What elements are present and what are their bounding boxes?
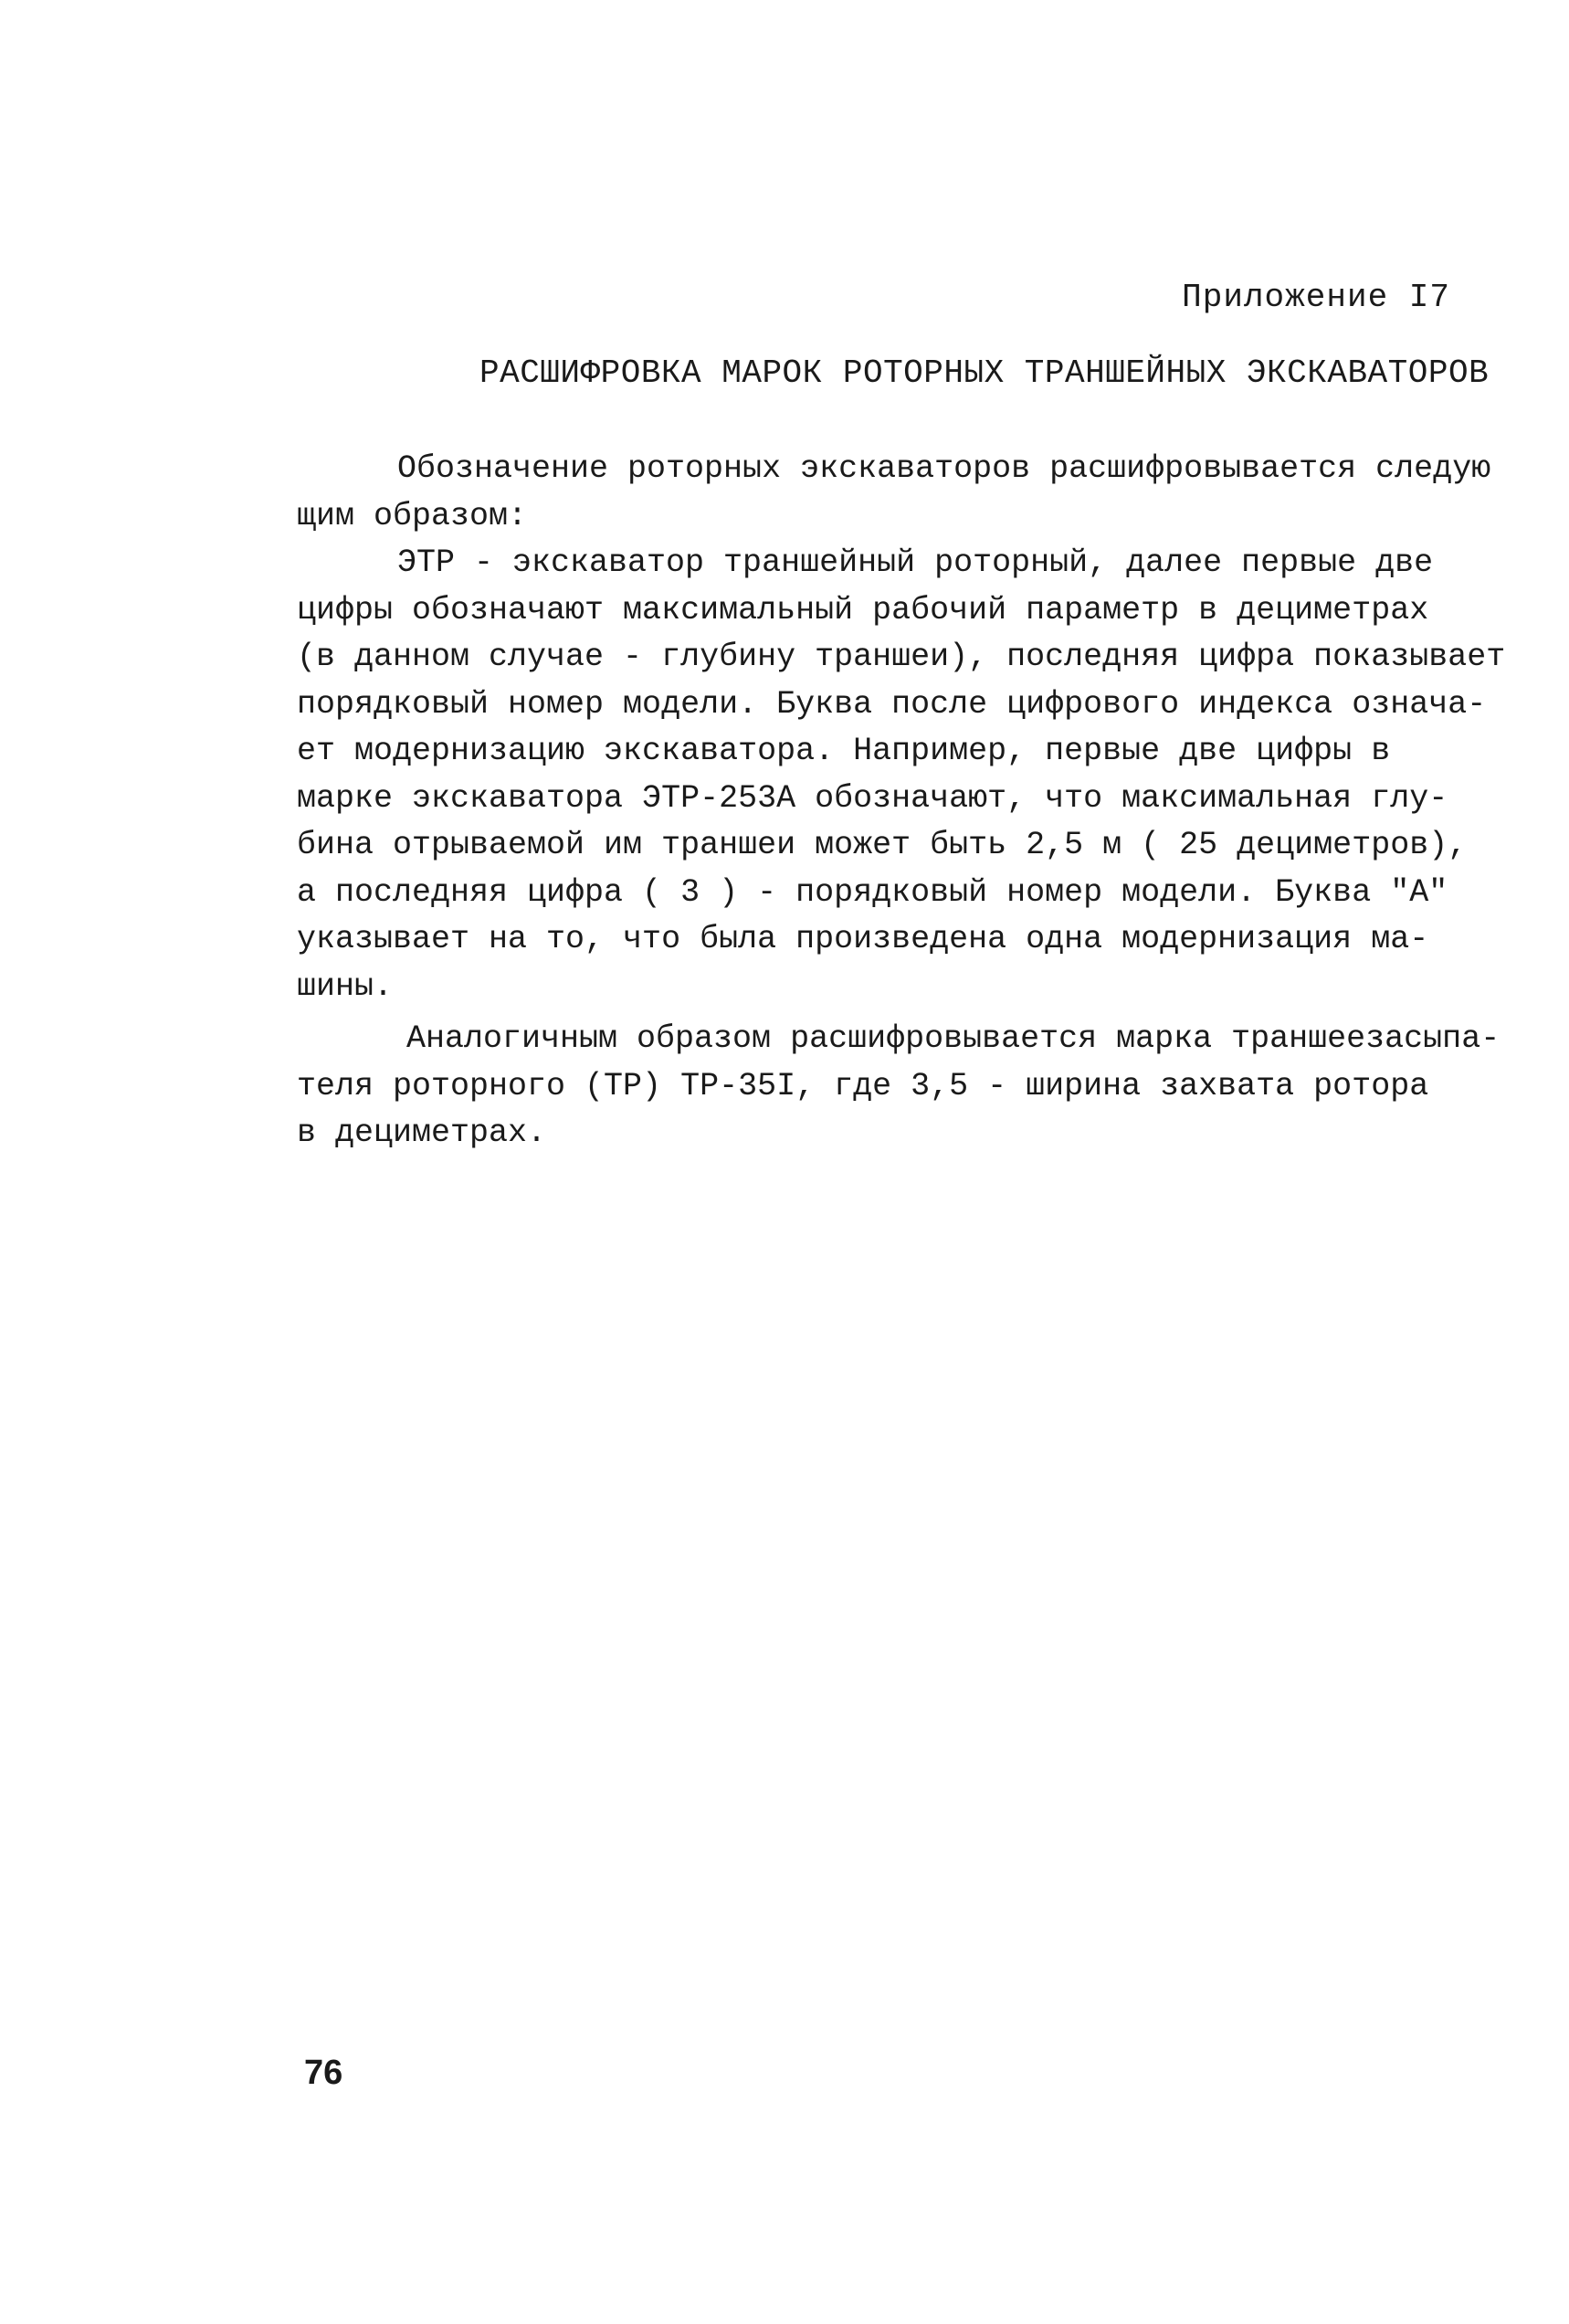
text-line: порядковый номер модели. Буква после цифрового индекса означа- [297, 685, 1487, 723]
text-line: а последняя цифра ( 3 ) - порядковый номер модели. Буква "А" [297, 873, 1448, 911]
paragraph-2 [297, 540, 1506, 1010]
text-line: шины. [297, 967, 394, 1005]
text-line: указывает на то, что была произведена одна модернизация ма- [297, 921, 1429, 957]
appendix-label: Приложение I7 [1182, 279, 1450, 316]
text-line: ет модернизацию экскаватора. Например, первые две цифры в [297, 733, 1391, 769]
text-line: ЭТР - экскаватор траншейный роторный, далее первые две [397, 544, 1434, 581]
body-text [297, 446, 1506, 1157]
text-line: Аналогичным образом расшифровывается марка траншеезасыпа- [406, 1020, 1501, 1057]
text-line: бина отрываемой им траншеи может быть 2,5 м ( 25 дециметров), [297, 827, 1468, 863]
text-line: марке экскаватора ЭТР-253А обозначают, что максимальная глу- [297, 779, 1448, 817]
text-line: цифры обозначают максимальный рабочий параметр в дециметрах [297, 591, 1429, 629]
text-line: в дециметрах. [297, 1114, 547, 1151]
paragraph-1 [297, 446, 1491, 540]
text-line: теля роторного (ТР) ТР-35I, где 3,5 - ширина захвата ротора [297, 1067, 1429, 1104]
page-title: РАСШИФРОВКА МАРОК РОТОРНЫХ ТРАНШЕЙНЫХ ЭКСКАВАТОРОВ [479, 354, 1490, 392]
text-line: Обозначение роторных экскаваторов расшифровывается следую [397, 450, 1491, 487]
page-number: 76 [304, 2054, 343, 2092]
paragraph-3 [297, 1016, 1501, 1157]
text-line: щим образом: [297, 497, 528, 534]
text-line: (в данном случае - глубину траншеи), последняя цифра показывает [297, 639, 1506, 675]
